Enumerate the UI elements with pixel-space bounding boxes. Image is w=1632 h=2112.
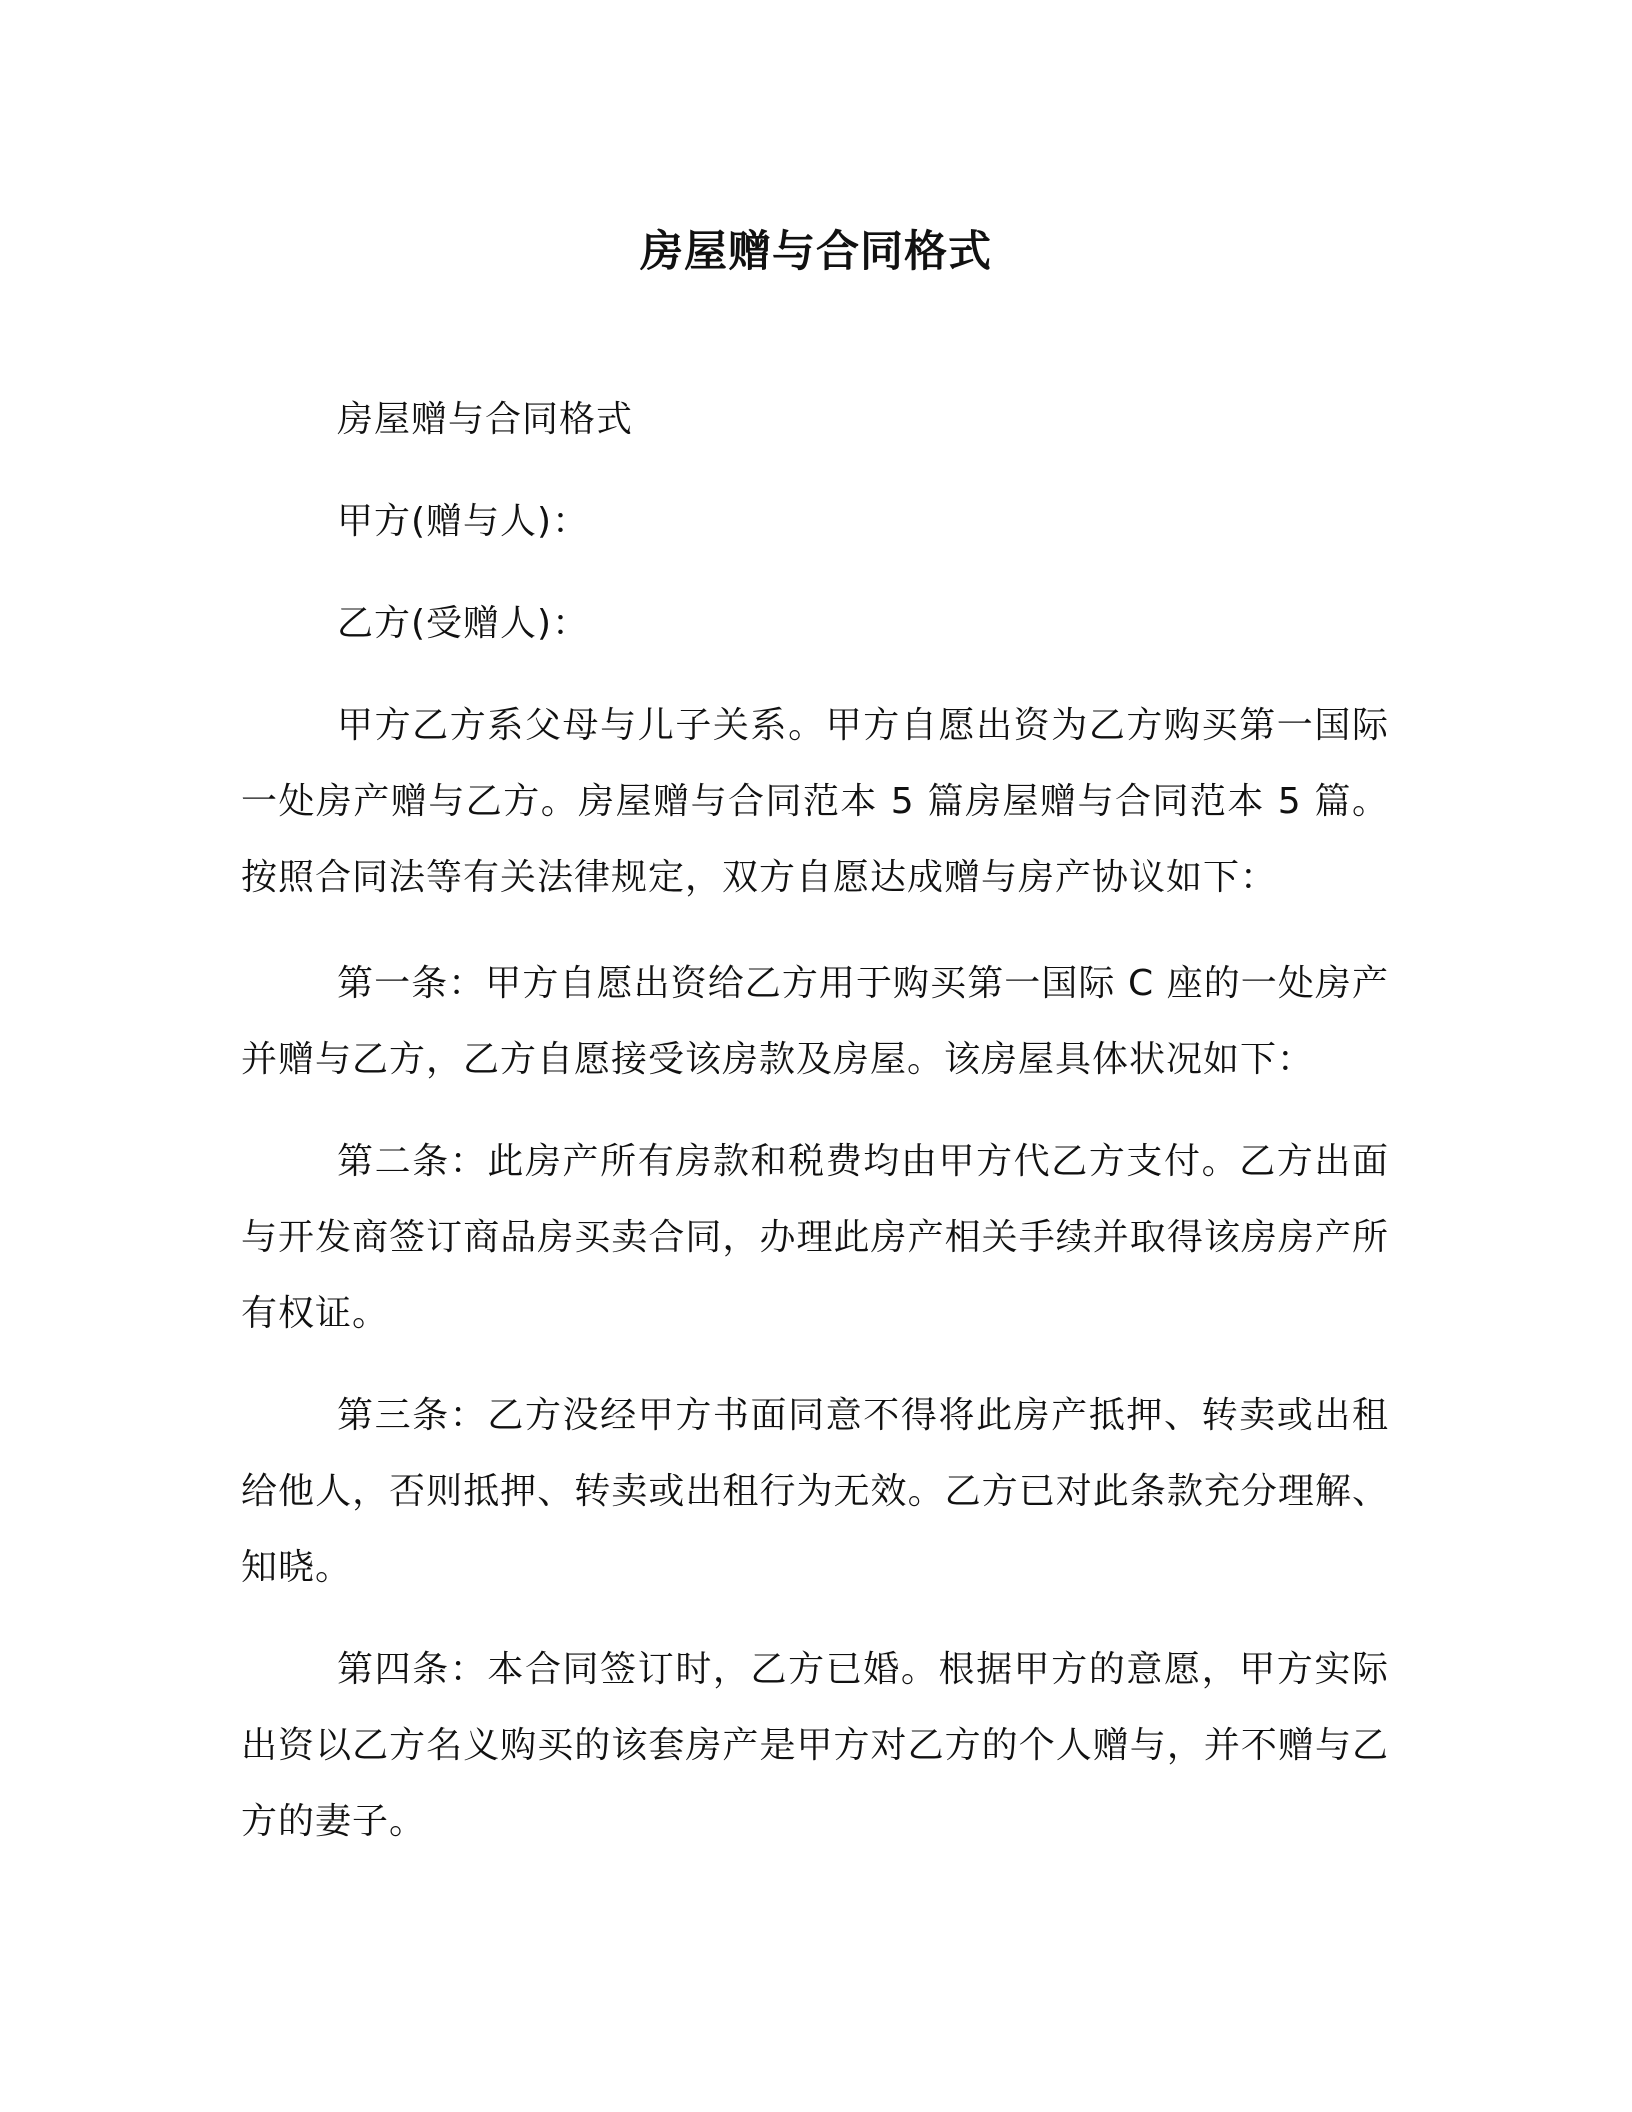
document-title: 房屋赠与合同格式 [640, 227, 992, 277]
article-1: 第一条：甲方自愿出资给乙方用于购买第一国际 C 座的一处房产并赠与乙方，乙方自愿接受该房款及房屋。该房屋具体状况如下： [241, 963, 1389, 1080]
article-4: 第四条：本合同签订时，乙方已婚。根据甲方的意愿，甲方实际出资以乙方名义购买的该套房产是甲方对乙方的个人赠与，并不赠与乙方的妻子。 [241, 1649, 1389, 1842]
heading-line: 房屋赠与合同格式 [337, 399, 634, 440]
party-b-line: 乙方(受赠人)： [337, 603, 590, 644]
party-a-line: 甲方(赠与人)： [337, 501, 590, 542]
article-3: 第三条：乙方没经甲方书面同意不得将此房产抵押、转卖或出租给他人，否则抵押、转卖或出租行为无效。乙方已对此条款充分理解、知晓。 [241, 1395, 1389, 1588]
article-2: 第二条：此房产所有房款和税费均由甲方代乙方支付。乙方出面与开发商签订商品房买卖合同，办理此房产相关手续并取得该房房产所有权证。 [241, 1141, 1389, 1334]
preamble-paragraph: 甲方乙方系父母与儿子关系。甲方自愿出资为乙方购买第一国际一处房产赠与乙方。房屋赠与合同范本 5 篇房屋赠与合同范本 5 篇。按照合同法等有关法律规定，双方自愿达成赠与房产协议如下： [241, 705, 1389, 898]
